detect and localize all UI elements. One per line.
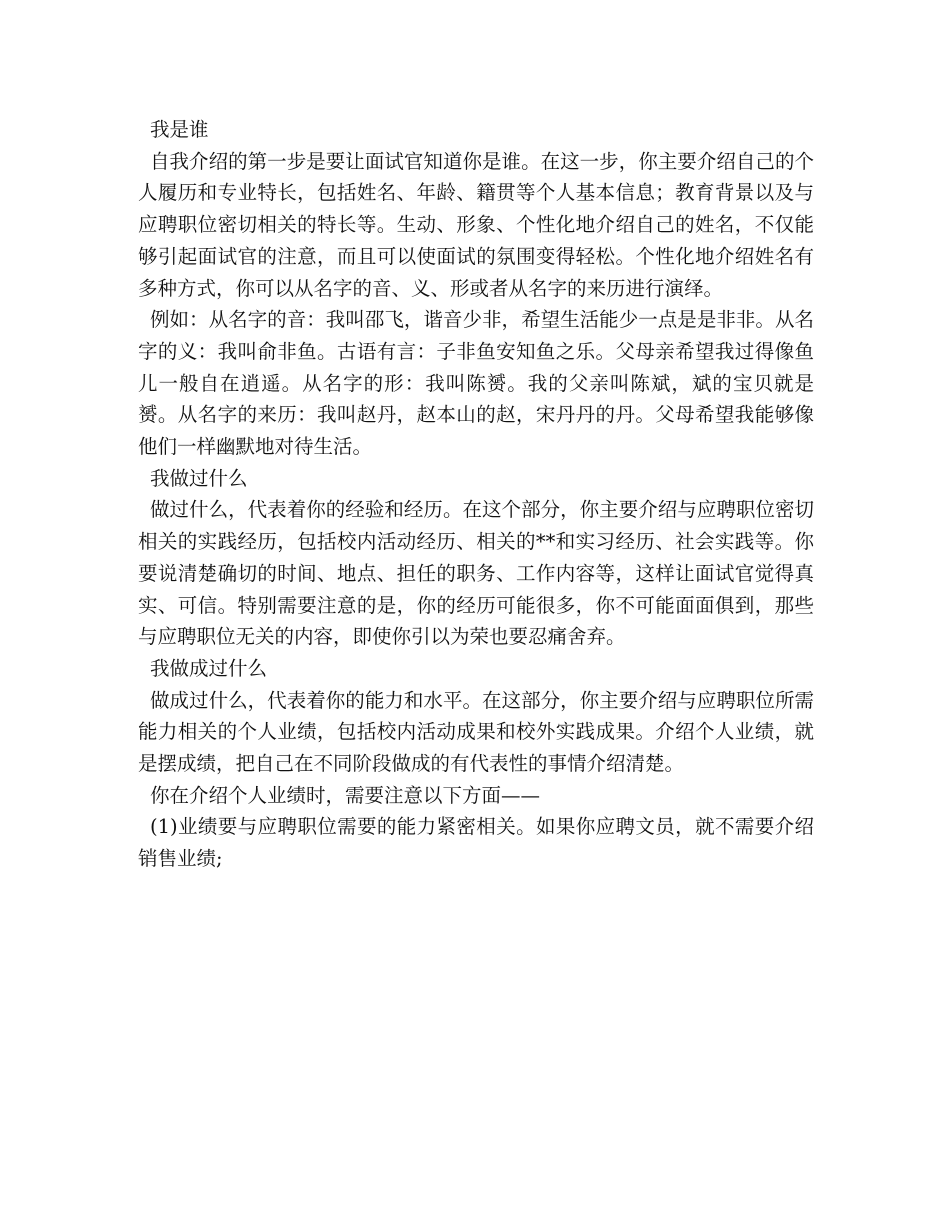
paragraph-name-examples: 例如：从名字的音：我叫邵飞，谐音少非，希望生活能少一点是是非非。从名字的义：我叫俞非鱼。古语有言：子非鱼安知鱼之乐。父母亲希望我过得像鱼儿一般自在逍遥。从名字的形：我叫陈赟。我的父亲叫陈斌，斌的宝贝就是赟。从名字的来历：我叫赵丹，赵本山的赵，宋丹丹的丹。父母希望我能够像他们一样幽默地对待生活。 (138, 308, 814, 459)
paragraph-who-am-i-intro: 自我介绍的第一步是要让面试官知道你是谁。在这一步，你主要介绍自己的个人履历和专业特长，包括姓名、年龄、籍贯等个人基本信息；教育背景以及与应聘职位密切相关的特长等。生动、形象、个性化地介绍自己的姓名，不仅能够引起面试官的注意，而且可以使面试的氛围变得轻松。个性化地介绍姓名有多种方式，你可以从名字的音、义、形或者从名字的来历进行演绎。 (138, 149, 814, 300)
paragraph-achievements: 做成过什么，代表着你的能力和水平。在这部分，你主要介绍与应聘职位所需能力相关的个人业绩，包括校内活动成果和校外实践成果。介绍个人业绩，就是摆成绩，把自己在不同阶段做成的有代表性的事情介绍清楚。 (138, 688, 814, 776)
paragraph-achievement-point-1: (1)业绩要与应聘职位需要的能力紧密相关。如果你应聘文员，就不需要介绍销售业绩; (138, 815, 814, 871)
paragraph-experience: 做过什么，代表着你的经验和经历。在这个部分，你主要介绍与应聘职位密切相关的实践经历，包括校内活动经历、相关的**和实习经历、社会实践等。你要说清楚确切的时间、地点、担任的职务、工作内容等，这样让面试官觉得真实、可信。特别需要注意的是，你的经历可能很多，你不可能面面俱到，那些与应聘职位无关的内容，即使你引以为荣也要忍痛舍弃。 (138, 498, 814, 649)
section-heading-who-am-i: 我是谁 (150, 118, 209, 141)
document-page (138, 114, 814, 875)
section-heading-what-i-did: 我做过什么 (150, 466, 248, 490)
section-heading-what-i-achieved: 我做成过什么 (150, 656, 268, 680)
paragraph-achievements-notes: 你在介绍个人业绩时，需要注意以下方面—— (150, 783, 541, 807)
